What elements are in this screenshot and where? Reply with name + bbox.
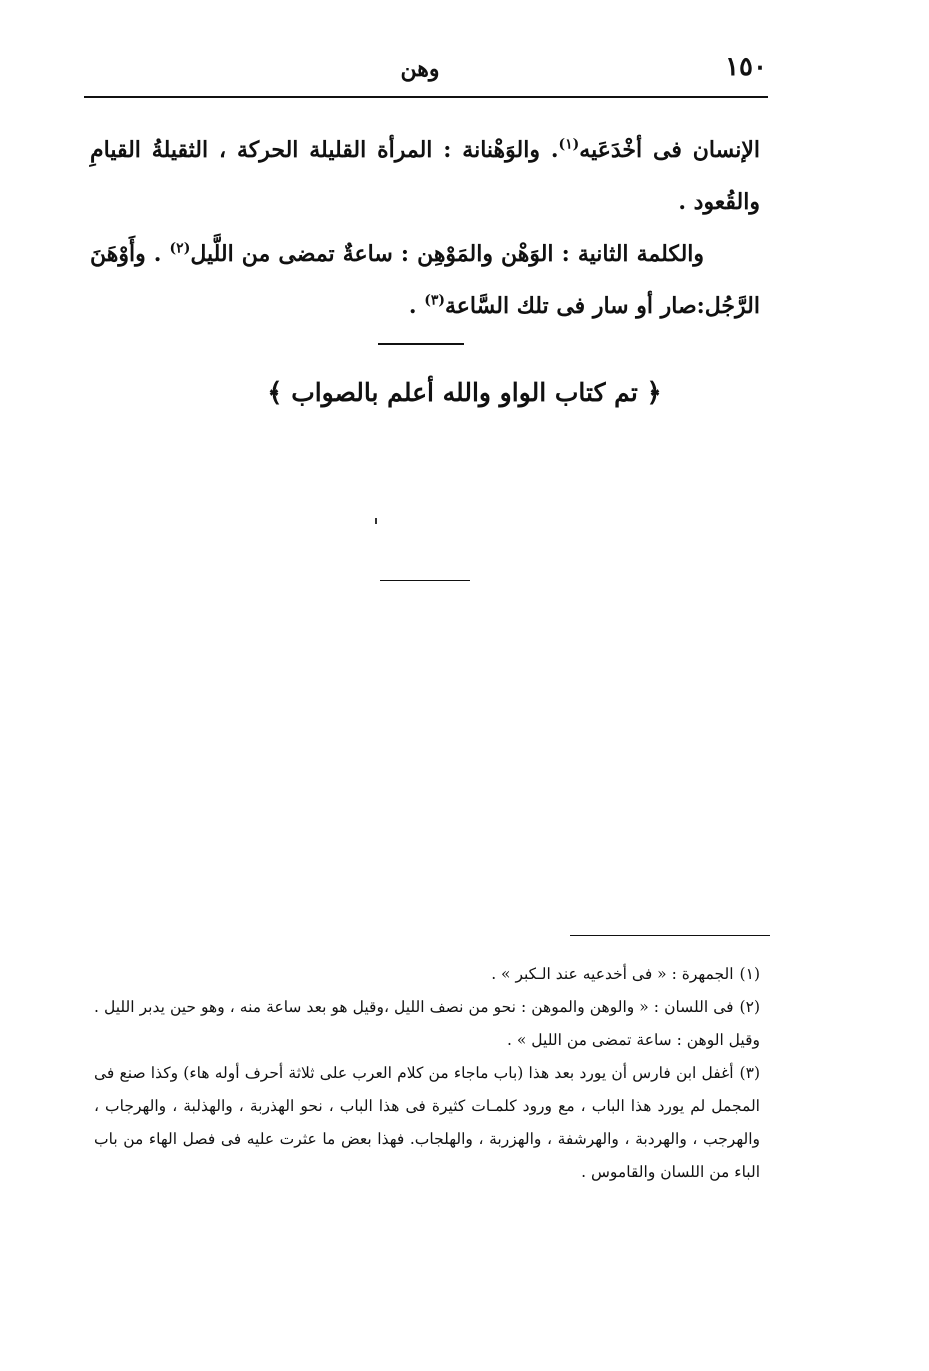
footnote-1-text: الجمهرة : « فى أخدعيه عند الـكبر » . (491, 965, 734, 983)
footnote-1 (94, 958, 760, 991)
paragraph-2-text-c: . (408, 293, 425, 319)
paragraph-1-text-b: . والوَهْنانة : المرأة القليلة الحركة ، الثقيلةُ القيامِ والقُعود . (90, 137, 760, 215)
footnote-ref-2: (٢) (169, 240, 191, 257)
section-divider (378, 343, 464, 345)
paragraph-1 (90, 124, 760, 228)
main-text (90, 124, 760, 332)
footnote-3-number: (٣) (739, 1064, 760, 1082)
running-head: وهن (400, 56, 440, 82)
footnote-3-text: أغفل ابن فارس أن يورد بعد هذا (باب ماجاء من كلام العرب على ثلاثة أحرف أوله هاء) وكذا صنع فى المجمل لم يورد هذا الباب ، مع ورود كلمـات كثيرة فى هذا الباب ، نحو الهذربة ، والهذلبة ، والهرجاب ، والهرجب ، والهردبة ، والهرشفة ، والهزربة ، والهلجاب. فهذا بعض ما عثرت عليه فى فصل الهاء من باب الباء من اللسان والقاموس . (94, 1064, 760, 1181)
closing-divider (380, 580, 470, 581)
closing-text: تم كتاب الواو والله أعلم بالصواب (291, 378, 638, 407)
footnote-ref-3: (٣) (424, 292, 445, 309)
paragraph-2-text-a: والكلمة الثانية : الوَهْن والمَوْهِن : ساعةٌ تمضى من اللَّيل (190, 241, 705, 267)
footnote-2-number: (٢) (739, 998, 760, 1016)
closing-open-brace: ﴿ (646, 378, 662, 408)
footnote-1-number: (١) (739, 965, 760, 983)
page-number: ١٥٠ (725, 52, 767, 82)
decorative-mark (375, 518, 377, 524)
paragraph-2-text-b: . وأَوْهَنَ الرَّجُل:صار أو سار فى تلك السَّاعة (90, 241, 760, 319)
footnote-ref-1: (١) (558, 136, 580, 153)
closing-formula (0, 378, 929, 408)
paragraph-2 (90, 228, 760, 332)
footnote-2 (94, 991, 760, 1057)
paragraph-1-text-a: الإنسان فى أخْدَعَيه (579, 137, 760, 163)
footnotes (94, 958, 760, 1189)
footnote-rule (570, 935, 770, 936)
header-rule (84, 96, 768, 98)
footnote-3 (94, 1057, 760, 1189)
closing-close-brace: ﴾ (267, 378, 283, 408)
footnote-2-text: فى اللسان : « والوهن والموهن : نحو من نصف الليل ،وقيل هو بعد ساعة منه ، وهو حين يدبر الليل . وقيل الوهن : ساعة تمضى من الليل » . (94, 998, 760, 1049)
